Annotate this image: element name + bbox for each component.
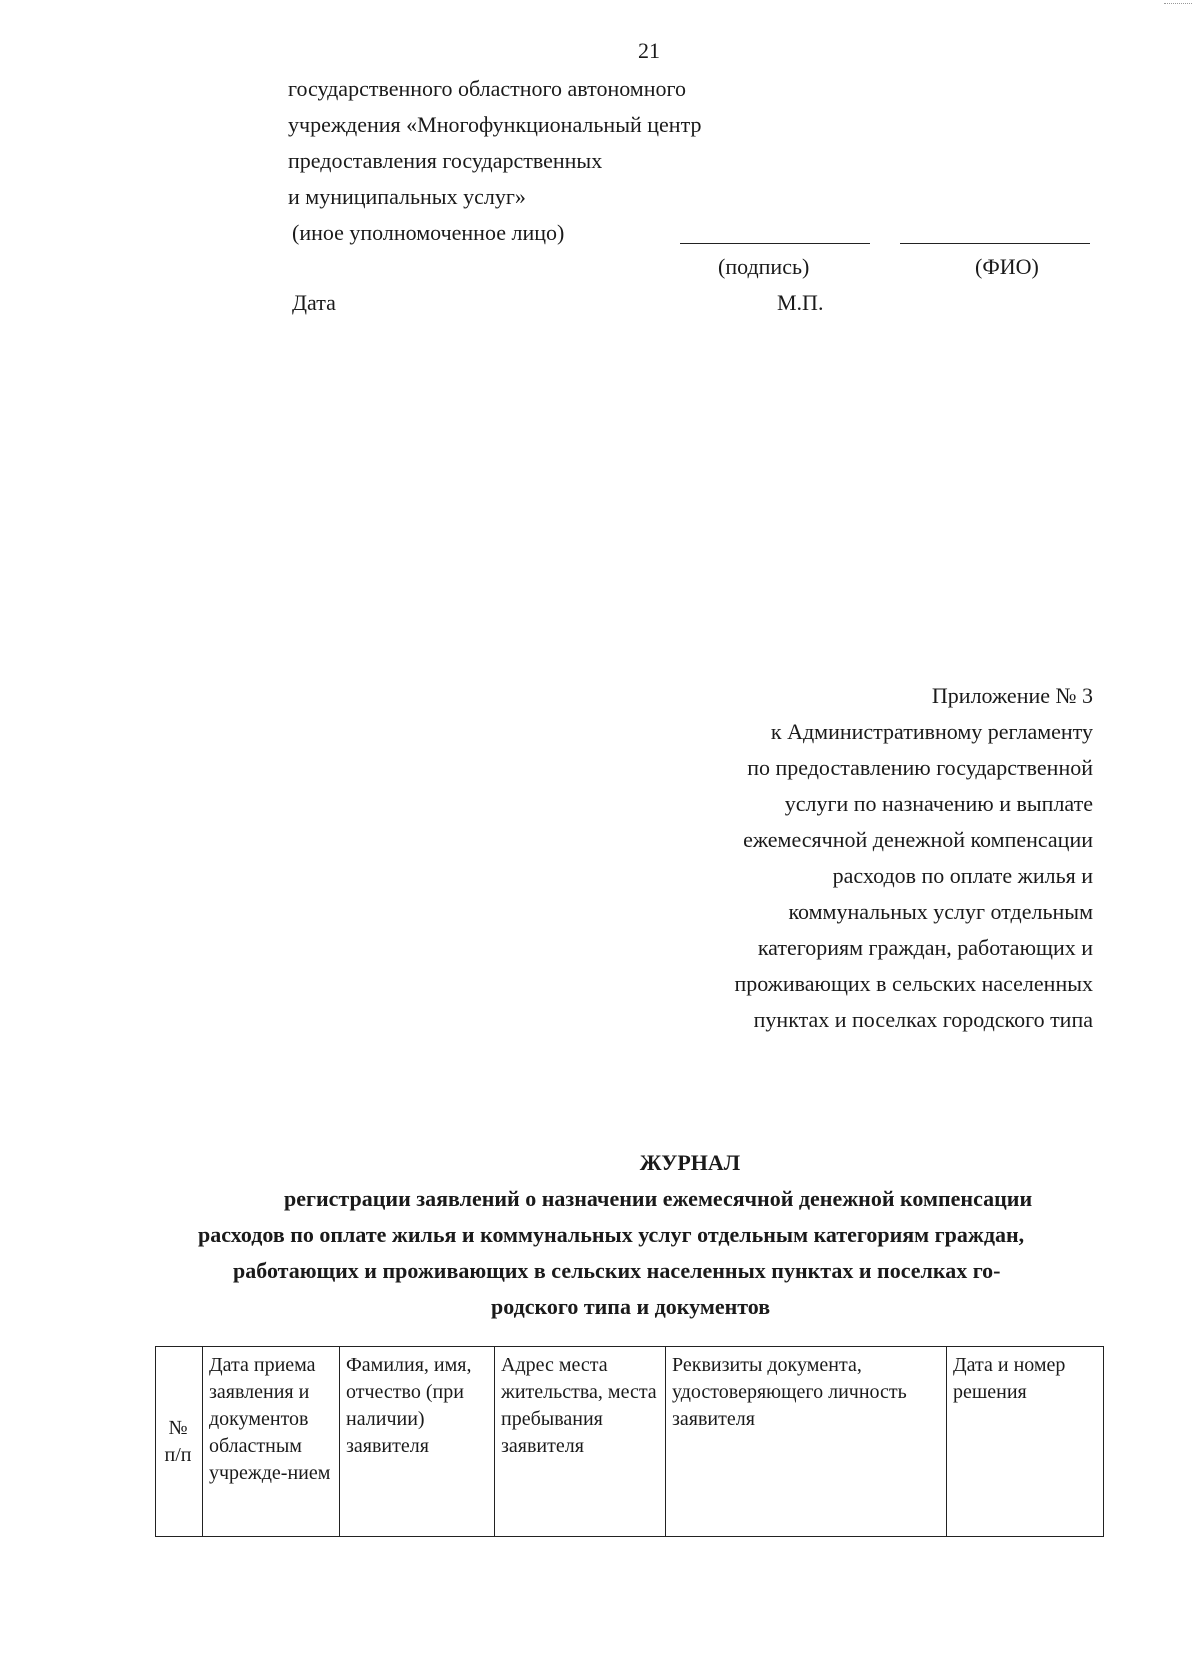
signature-line: государственного областного автономного — [288, 76, 686, 101]
date-label: Дата — [292, 290, 336, 315]
table-header-row — [156, 1347, 1104, 1537]
signature-underline — [680, 243, 870, 244]
appendix-line: ежемесячной денежной компенсации — [743, 827, 1093, 852]
scan-artifact — [1164, 3, 1192, 4]
page-number: 21 — [638, 38, 660, 63]
journal-table — [155, 1346, 1104, 1537]
signature-line: (иное уполномоченное лицо) — [292, 220, 565, 245]
signature-caption: (подпись) — [718, 254, 810, 279]
header-cell-number: № п/п — [156, 1347, 203, 1537]
header-cell-date-received: Дата приема заявления и документов областным учрежде-нием — [203, 1347, 340, 1537]
signature-line: предоставления государственных — [288, 148, 603, 173]
appendix-line: к Административному регламенту — [770, 719, 1093, 744]
journal-title: ЖУРНАЛ — [639, 1150, 741, 1175]
fio-caption: (ФИО) — [975, 254, 1039, 279]
fio-underline — [900, 243, 1090, 244]
journal-subtitle-line: регистрации заявлений о назначении ежемесячной денежной компенсации — [284, 1186, 1033, 1211]
header-cell-decision: Дата и номер решения — [947, 1347, 1104, 1537]
appendix-line: Приложение № 3 — [931, 683, 1093, 708]
header-cell-address: Адрес места жительства, места пребывания заявителя — [495, 1347, 666, 1537]
appendix-line: проживающих в сельских населенных — [734, 971, 1093, 996]
appendix-line: категориям граждан, работающих и — [757, 935, 1093, 960]
appendix-line: коммунальных услуг отдельным — [788, 899, 1093, 924]
header-cell-full-name: Фамилия, имя, отчество (при наличии) заявителя — [340, 1347, 495, 1537]
header-cell-identity-document: Реквизиты документа, удостоверяющего личность заявителя — [666, 1347, 947, 1537]
signature-line: учреждения «Многофункциональный центр — [288, 112, 702, 137]
journal-subtitle-line: работающих и проживающих в сельских населенных пунктах и поселках го- — [233, 1258, 1001, 1283]
stamp-label: М.П. — [777, 290, 824, 315]
journal-subtitle-line: родского типа и документов — [491, 1294, 771, 1319]
appendix-line: расходов по оплате жилья и — [832, 863, 1093, 888]
journal-subtitle-line: расходов по оплате жилья и коммунальных услуг отдельным категориям граждан, — [198, 1222, 1025, 1247]
appendix-line: по предоставлению государственной — [747, 755, 1093, 780]
appendix-line: услуги по назначению и выплате — [784, 791, 1093, 816]
signature-line: и муниципальных услуг» — [288, 184, 526, 209]
appendix-line: пунктах и поселках городского типа — [753, 1007, 1093, 1032]
